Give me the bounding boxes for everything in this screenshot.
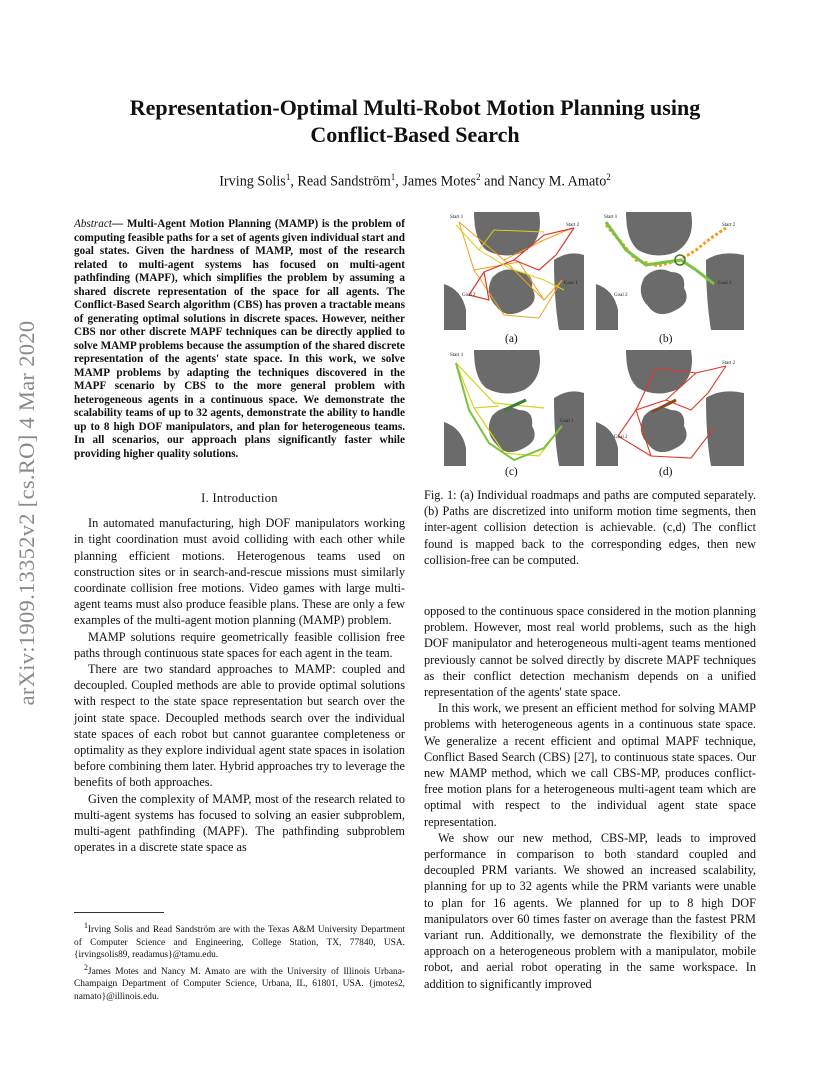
svg-text:Goal 2: Goal 2	[614, 293, 628, 298]
paragraph: There are two standard approaches to MAMP: coupled and decoupled. Coupled methods are able to provide optimal solutions with respect to the state space representation but search over the joint state space. Decoupled methods search over the individual state spaces of each robot but cannot guarantee completeness or optimality as they explore individual agent state spaces in isolation before combining them later. Hybrid approaches try to leverage the benefits of both approaches.	[74, 662, 405, 790]
introduction-section	[74, 490, 405, 855]
svg-text:Goal 2: Goal 2	[462, 293, 476, 298]
author-name: and Nancy M. Amato	[480, 173, 607, 190]
paragraph: MAMP solutions require geometrically feasible collision free paths through continuous state spaces for each agent in the team.	[74, 629, 405, 660]
affiliation-mark: 1	[390, 172, 396, 182]
title-line-1: Representation-Optimal Multi-Robot Motion Planning using	[129, 95, 701, 120]
panel-label-d: (d)	[659, 466, 673, 478]
svg-text:Start 2: Start 2	[566, 223, 580, 228]
svg-text:Goal 1: Goal 1	[564, 281, 578, 286]
arxiv-sidebar	[2, 288, 52, 738]
panel-c	[444, 348, 584, 466]
svg-text:Start 1: Start 1	[450, 353, 464, 358]
footnote: $^2$James Motes and Nancy M. Amato are with the University of Illinois Urbana-Champaign Department of Computer Science, Urbana, IL, 61801, USA. {jmotes2, namato}@illinois.edu.	[74, 962, 405, 1002]
paragraph: Given the complexity of MAMP, most of the research related to multi-agent systems has focused to solving an easier subproblem, multi-agent pathfinding (MAPF). The pathfinding subproblem operates in a discrete state space as	[74, 791, 405, 855]
svg-text:Start 1: Start 1	[604, 215, 618, 220]
affiliation-mark: 1	[285, 172, 291, 182]
footnote: $^1$Irving Solis and Read Sandström are with the Texas A&M University Department of Computer Science and Engineering, College Station, TX, 77840, USA. {irvingsolis89, readamus}@tamu.edu.	[74, 921, 405, 961]
section-heading: I. Introduction	[201, 491, 278, 505]
figure-caption: Fig. 1: (a) Individual roadmaps and paths are computed separately. (b) Paths are discretized into uniform motion time segments, then inter-agent collision detection is achievable. (c,d) The conflict found is mapped back to the corresponding edges, then new collision-free can be computed.	[424, 488, 756, 567]
title-line-2: Conflict-Based Search	[310, 122, 520, 147]
svg-text:Start 2: Start 2	[722, 361, 736, 366]
panel-label-b: (b)	[659, 333, 673, 345]
right-column-text	[424, 603, 756, 992]
paragraph: In automated manufacturing, high DOF manipulators working in tight coordination must avoid colliding with each other while planning efficient motions. Heterogenous teams used on construction sites or in search-and-rescue missions must similarly coordinate collision free motions. Video games with large multi-agent teams must also produce feasible plans. These are only a few examples of the multi-agent motion planning (MAMP) problem.	[74, 516, 405, 628]
figure-graphic	[444, 210, 744, 472]
paragraph: We show our new method, CBS-MP, leads to improved performance in comparison to both standard coupled and decoupled PRM variants. We showed an increased scalability, planning for up to 32 agents while the PRM variants were unable to plan for 16 agents. We planned for up to 8 high DOF manipulators over 60 times faster on average than the fastest PRM variant run. Additionally, we demonstrate the flexibility of the approach on a heterogeneous problem with a manipulator, mobile robot, and aerial robot operating in the same workspace. In addition to significantly improved	[424, 830, 756, 991]
affiliation-mark: 2	[606, 172, 611, 182]
footnote-rule	[74, 912, 164, 913]
panel-d	[596, 348, 744, 466]
svg-text:Goal 1: Goal 1	[560, 419, 574, 424]
author-list	[90, 172, 740, 191]
paper-title	[90, 94, 740, 148]
footnotes	[74, 920, 405, 1003]
author-name: , Read Sandström	[290, 173, 391, 190]
svg-text:Goal 2: Goal 2	[614, 435, 628, 440]
panel-label-a: (a)	[505, 333, 518, 345]
abstract-label: Abstract	[74, 218, 112, 230]
affiliation-mark: 2	[476, 172, 481, 182]
svg-text:Goal 1: Goal 1	[718, 281, 732, 286]
abstract	[74, 218, 405, 461]
paragraph: In this work, we present an efficient method for solving MAMP problems with heterogeneous agents in a continuous state space. We generalize a recent efficient and optimal MAPF technique, Conflict Based Search (CBS) [27], to continuous state spaces. Our new MAMP method, which we call CBS-MP, produces conflict-free motion plans for a heterogeneous multi-agent team which are optimal with respect to the individual agent state space representation.	[424, 701, 756, 829]
panel-a	[444, 210, 584, 330]
paragraph: opposed to the continuous space considered in the motion planning problem. However, most real world problems, such as the high DOF manipulator and heterogeneous multi-agent teams mentioned previously cannot be solved directly by discrete MAPF techniques as their conflict detection mechanism depends on a unified representation of the agents' state space.	[424, 604, 756, 700]
author-name: Irving Solis	[219, 173, 286, 190]
svg-text:Start 1: Start 1	[450, 215, 464, 220]
panel-b	[596, 210, 744, 330]
panel-label-c: (c)	[505, 466, 518, 478]
arxiv-identifier: arXiv:1909.13352v2 [cs.RO] 4 Mar 2020	[14, 320, 39, 706]
abstract-text: — Multi-Agent Motion Planning (MAMP) is the problem of computing feasible paths for a set of agents given individual start and goal states. Given the hardness of MAMP, most of the research related to multi-agent systems has focused on multi-agent pathfinding (MAPF), which simplifies the problem by assuming a shared discrete representation of the space for all agents. The Conflict-Based Search algorithm (CBS) has proven a tractable means of generating optimal solutions in discrete spaces. However, neither CBS nor other discrete MAPF techniques can be directly applied to solve MAMP problems because the assumption of the shared discrete representation of the agents' state space. In this work, we solve MAMP problems by adapting the techniques discovered in the MAPF scenario by CBS to the more general problem with heterogeneous agents in a continuous space. We demonstrate the scalability teams of up to 32 agents, demonstrate the ability to handle up to 8 high DOF manipulators, and plan for heterogeneous teams. In all scenarios, our approach plans significantly faster while providing higher quality solutions.	[74, 218, 405, 460]
svg-text:Start 2: Start 2	[722, 223, 736, 228]
figure-1	[444, 210, 744, 472]
author-name: , James Motes	[395, 173, 477, 190]
